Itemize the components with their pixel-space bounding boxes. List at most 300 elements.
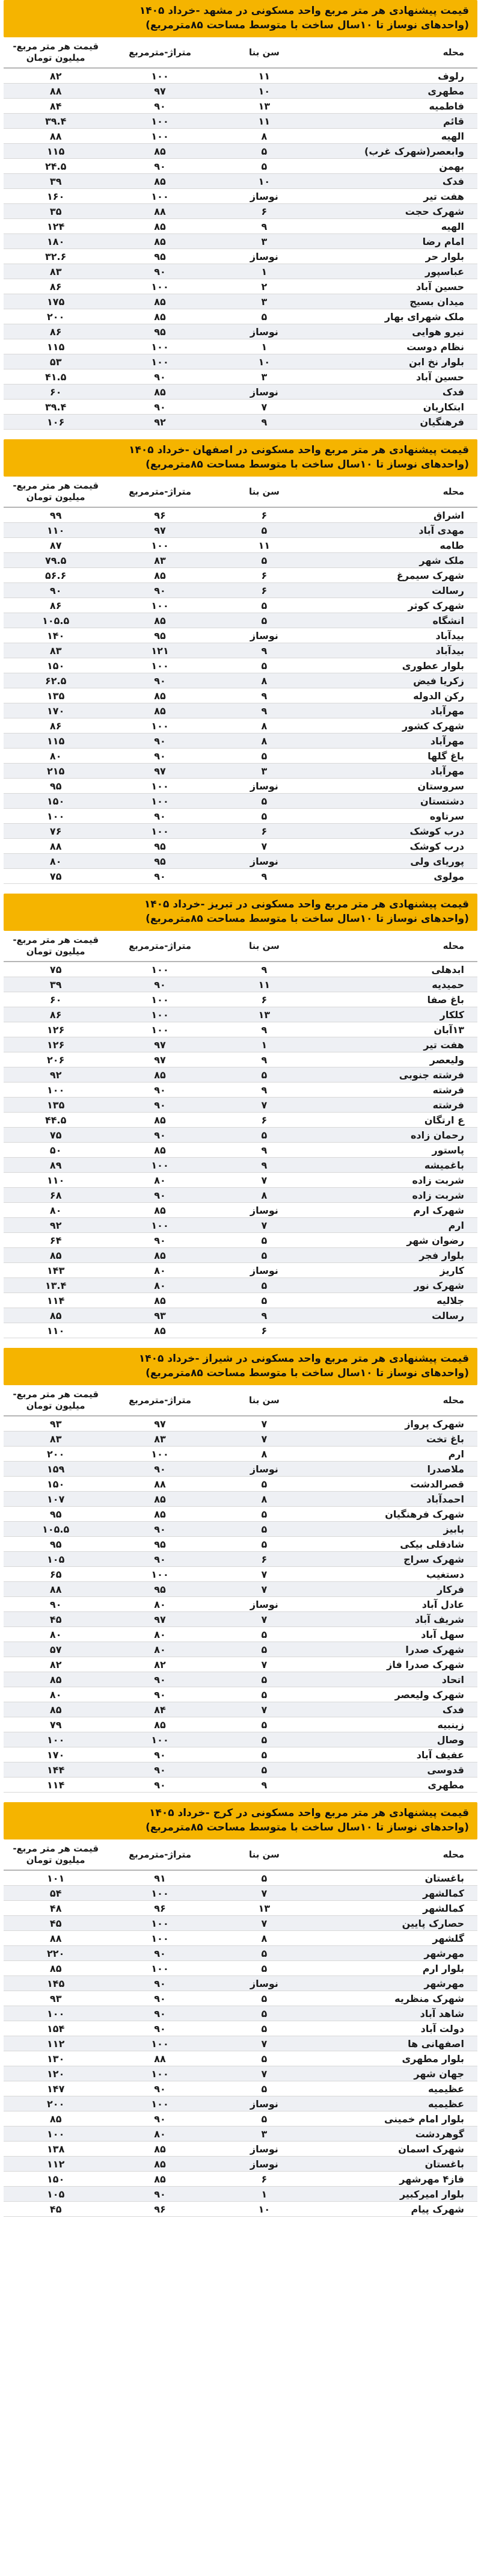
cell-neighborhood: شهرک سراج xyxy=(316,1552,477,1567)
cell-price: ۱۳۰ xyxy=(4,2051,108,2066)
cell-neighborhood: ولیعصر xyxy=(316,1052,477,1067)
table-header-row xyxy=(4,931,477,962)
section-title-line-1: قیمت پیشنهادی هر متر مربع واحد مسکونی در کرج -خرداد ۱۴۰۵ xyxy=(149,1807,469,1819)
cell-neighborhood: شهرک پیام xyxy=(316,2202,477,2217)
cell-building-age: ۳ xyxy=(212,2127,316,2142)
cell-neighborhood: ملک شهر xyxy=(316,553,477,568)
cell-neighborhood: شهرک اسمان xyxy=(316,2142,477,2157)
cell-neighborhood: فدک xyxy=(316,174,477,189)
cell-neighborhood: شادقلی بیکی xyxy=(316,1537,477,1552)
cell-building-age: ۷ xyxy=(212,1432,316,1447)
cell-price: ۸۸ xyxy=(4,839,108,854)
cell-neighborhood: کمالشهر xyxy=(316,1901,477,1916)
cell-price: ۹۵ xyxy=(4,779,108,794)
cell-price: ۱۰۰ xyxy=(4,2127,108,2142)
cell-price: ۹۵ xyxy=(4,1537,108,1552)
cell-neighborhood: فرکار xyxy=(316,1582,477,1597)
table-row xyxy=(4,1293,477,1308)
cell-price: ۲۰۰ xyxy=(4,309,108,324)
cell-area: ۹۰ xyxy=(108,99,212,114)
cell-price: ۹۰ xyxy=(4,583,108,598)
table-row xyxy=(4,1642,477,1657)
cell-neighborhood: مهرآباد xyxy=(316,764,477,779)
cell-price: ۴۵ xyxy=(4,1916,108,1931)
cell-price: ۱۱۲ xyxy=(4,2036,108,2051)
table-row xyxy=(4,1762,477,1778)
cell-neighborhood: عفیف آباد xyxy=(316,1747,477,1762)
section-title-line-1: قیمت پیشنهادی هر متر مربع واحد مسکونی در اصفهان -خرداد ۱۴۰۵ xyxy=(129,444,469,456)
cell-building-age: ۵ xyxy=(212,1732,316,1747)
cell-price: ۶۲.۵ xyxy=(4,673,108,688)
header-area: متراژ-مترمربع xyxy=(108,37,212,68)
cell-area: ۸۵ xyxy=(108,1492,212,1507)
cell-price: ۴۵ xyxy=(4,2202,108,2217)
cell-price: ۸۲ xyxy=(4,1657,108,1672)
cell-price: ۱۱۵ xyxy=(4,144,108,159)
cell-neighborhood xyxy=(316,1323,477,1338)
cell-area: ۱۰۰ xyxy=(108,1218,212,1233)
cell-price: ۹۳ xyxy=(4,1416,108,1432)
table-row xyxy=(4,703,477,718)
cell-price: ۲۰۶ xyxy=(4,1052,108,1067)
table-row xyxy=(4,2096,477,2111)
table-row xyxy=(4,1657,477,1672)
cell-building-age: ۷ xyxy=(212,1916,316,1931)
cell-neighborhood: زینبیه xyxy=(316,1717,477,1732)
table-row xyxy=(4,1278,477,1293)
cell-area: ۱۰۰ xyxy=(108,1158,212,1173)
table-row xyxy=(4,643,477,658)
cell-area: ۱۰۰ xyxy=(108,1447,212,1462)
table-row xyxy=(4,249,477,264)
cell-area: ۹۷ xyxy=(108,764,212,779)
cell-building-age: ۹ xyxy=(212,1308,316,1323)
cell-building-age: ۵ xyxy=(212,809,316,824)
cell-building-age: ۵ xyxy=(212,1293,316,1308)
cell-area: ۹۷ xyxy=(108,1416,212,1432)
cell-area: ۸۵ xyxy=(108,1113,212,1128)
cell-neighborhood: بلوار عطوری xyxy=(316,658,477,673)
cell-price: ۷۶ xyxy=(4,824,108,839)
cell-building-age: ۸ xyxy=(212,1492,316,1507)
cell-neighborhood: دستغیب xyxy=(316,1567,477,1582)
cell-price: ۱۲۰ xyxy=(4,2066,108,2081)
cell-building-age: ۵ xyxy=(212,2021,316,2036)
cell-price: ۱۵۰ xyxy=(4,658,108,673)
cell-neighborhood: اتحاد xyxy=(316,1672,477,1687)
cell-area: ۱۰۰ xyxy=(108,538,212,553)
cell-price: ۷۹ xyxy=(4,1717,108,1732)
cell-building-age: ۱۱ xyxy=(212,114,316,129)
cell-neighborhood: باغستان xyxy=(316,1870,477,1886)
table-row xyxy=(4,854,477,869)
cell-area: ۸۰ xyxy=(108,2127,212,2142)
cell-price: ۹۹ xyxy=(4,507,108,523)
cell-area: ۸۵ xyxy=(108,2142,212,2157)
cell-area: ۹۵ xyxy=(108,628,212,643)
cell-neighborhood: احمدآباد xyxy=(316,1492,477,1507)
cell-price: ۶۵ xyxy=(4,1567,108,1582)
header-price: قیمت هر متر مربع-میلیون تومان xyxy=(4,477,108,507)
cell-area: ۱۰۰ xyxy=(108,1886,212,1901)
table-row xyxy=(4,1747,477,1762)
table-row xyxy=(4,1037,477,1052)
table-row xyxy=(4,2006,477,2021)
cell-neighborhood: اصفهانی ها xyxy=(316,2036,477,2051)
cell-area: ۹۰ xyxy=(108,1462,212,1477)
cell-price: ۸۷ xyxy=(4,538,108,553)
cell-building-age: ۵ xyxy=(212,658,316,673)
cell-area: ۹۵ xyxy=(108,324,212,339)
cell-area: ۸۵ xyxy=(108,703,212,718)
cell-building-age: ۹ xyxy=(212,1778,316,1793)
section-title-line-2: (واحدهای نوساز تا ۱۰سال ساخت با متوسط مساحت ۸۵مترمربع) xyxy=(146,913,469,925)
section-title xyxy=(4,0,477,37)
table-row xyxy=(4,339,477,354)
cell-price: ۱۵۰ xyxy=(4,2172,108,2187)
header-area: متراژ-مترمربع xyxy=(108,477,212,507)
cell-price: ۱۰۷ xyxy=(4,1492,108,1507)
cell-building-age: ۵ xyxy=(212,1961,316,1976)
table-row xyxy=(4,1672,477,1687)
cell-area: ۹۰ xyxy=(108,1522,212,1537)
cell-building-age: ۵ xyxy=(212,1507,316,1522)
cell-neighborhood: اشراق xyxy=(316,507,477,523)
cell-building-age: ۶ xyxy=(212,992,316,1007)
cell-neighborhood: فاز۴ مهرشهر xyxy=(316,2172,477,2187)
cell-price: ۵۷ xyxy=(4,1642,108,1657)
cell-price: ۸۰ xyxy=(4,1627,108,1642)
cell-area: ۱۰۰ xyxy=(108,1732,212,1747)
table-row xyxy=(4,1582,477,1597)
cell-building-age: ۷ xyxy=(212,1657,316,1672)
cell-price: ۸۸ xyxy=(4,1582,108,1597)
table-row xyxy=(4,839,477,854)
cell-area: ۸۵ xyxy=(108,1203,212,1218)
cell-building-age: ۱۱ xyxy=(212,977,316,992)
cell-neighborhood: ابتکاریان xyxy=(316,400,477,415)
table-row xyxy=(4,1477,477,1492)
section-title-line-1: قیمت پیشنهادی هر متر مربع واحد مسکونی در تبریز -خرداد ۱۴۰۵ xyxy=(144,898,469,910)
section-title-line-2: (واحدهای نوساز تا ۱۰سال ساخت با متوسط مساحت ۸۵مترمربع) xyxy=(146,1367,469,1379)
cell-neighborhood: مهرآباد xyxy=(316,703,477,718)
cell-area: ۹۰ xyxy=(108,264,212,279)
cell-building-age: ۸ xyxy=(212,734,316,749)
cell-building-age: ۱۳ xyxy=(212,1901,316,1916)
cell-neighborhood: شربت زاده xyxy=(316,1173,477,1188)
cell-neighborhood: سهل آباد xyxy=(316,1627,477,1642)
cell-building-age: ۷ xyxy=(212,1173,316,1188)
table-row xyxy=(4,1717,477,1732)
table-row xyxy=(4,1537,477,1552)
table-row xyxy=(4,688,477,703)
table-row xyxy=(4,1961,477,1976)
cell-building-age: ۶ xyxy=(212,1323,316,1338)
cell-neighborhood: مطهری xyxy=(316,84,477,99)
cell-neighborhood: قدوسی xyxy=(316,1762,477,1778)
table-row xyxy=(4,779,477,794)
cell-neighborhood: پاستور xyxy=(316,1143,477,1158)
cell-building-age: نوساز xyxy=(212,249,316,264)
section-title xyxy=(4,1802,477,1839)
cell-neighborhood: عظیمیه xyxy=(316,2081,477,2096)
table-row xyxy=(4,99,477,114)
table-row xyxy=(4,68,477,84)
table-row xyxy=(4,1432,477,1447)
table-row xyxy=(4,279,477,294)
cell-neighborhood: امام رضا xyxy=(316,234,477,249)
cell-price: ۲۱۵ xyxy=(4,764,108,779)
cell-neighborhood: قصرالدشت xyxy=(316,1477,477,1492)
header-neighborhood: محله xyxy=(316,931,477,962)
table-row xyxy=(4,264,477,279)
table-row xyxy=(4,234,477,249)
cell-building-age: ۵ xyxy=(212,613,316,628)
cell-building-age: نوساز xyxy=(212,854,316,869)
city-section-tabriz xyxy=(4,894,477,1338)
cell-price: ۱۱۵ xyxy=(4,339,108,354)
cell-price: ۵۶.۶ xyxy=(4,568,108,583)
cell-neighborhood: بلوار امیرکبیر xyxy=(316,2187,477,2202)
cell-area: ۸۴ xyxy=(108,1702,212,1717)
cell-neighborhood: رحمان زاده xyxy=(316,1128,477,1143)
cell-area: ۹۷ xyxy=(108,1052,212,1067)
cell-area: ۱۰۰ xyxy=(108,189,212,204)
price-table xyxy=(4,1385,477,1793)
cell-building-age: ۹ xyxy=(212,962,316,977)
table-row xyxy=(4,523,477,538)
cell-price: ۷۵ xyxy=(4,1128,108,1143)
table-row xyxy=(4,1083,477,1098)
cell-building-age: نوساز xyxy=(212,189,316,204)
cell-area: ۹۰ xyxy=(108,2081,212,2096)
table-row xyxy=(4,354,477,369)
header-neighborhood: محله xyxy=(316,1839,477,1870)
cell-building-age: نوساز xyxy=(212,1263,316,1278)
cell-neighborhood: قائم xyxy=(316,114,477,129)
cell-area: ۹۰ xyxy=(108,2111,212,2127)
cell-building-age: نوساز xyxy=(212,628,316,643)
cell-price: ۱۰۰ xyxy=(4,1732,108,1747)
cell-building-age: ۹ xyxy=(212,1158,316,1173)
cell-price: ۱۰۶ xyxy=(4,415,108,430)
cell-building-age: نوساز xyxy=(212,1976,316,1991)
cell-price: ۱۴۷ xyxy=(4,2081,108,2096)
table-row xyxy=(4,613,477,628)
cell-neighborhood: رسالت xyxy=(316,1308,477,1323)
cell-building-age: ۷ xyxy=(212,400,316,415)
table-row xyxy=(4,764,477,779)
cell-area: ۸۵ xyxy=(108,219,212,234)
cell-neighborhood: درب کوشک xyxy=(316,839,477,854)
cell-building-age: ۸ xyxy=(212,129,316,144)
cell-neighborhood: شهرک کوثر xyxy=(316,598,477,613)
cell-price: ۹۵ xyxy=(4,1507,108,1522)
cell-area: ۱۰۰ xyxy=(108,598,212,613)
cell-neighborhood: وابعصر(شهرک غرب) xyxy=(316,144,477,159)
cell-area: ۸۰ xyxy=(108,1278,212,1293)
cell-price: ۹۰ xyxy=(4,1597,108,1612)
cell-area: ۸۰ xyxy=(108,1263,212,1278)
cell-neighborhood: شهرک نور xyxy=(316,1278,477,1293)
cell-neighborhood: شهرک فرهنگیان xyxy=(316,1507,477,1522)
cell-area: ۹۵ xyxy=(108,839,212,854)
cell-price: ۴۸ xyxy=(4,1901,108,1916)
cell-neighborhood: انشگاه xyxy=(316,613,477,628)
cell-neighborhood: بلوار امام خمینی xyxy=(316,2111,477,2127)
table-header-row xyxy=(4,1839,477,1870)
cell-building-age: ۷ xyxy=(212,1416,316,1432)
cell-price: ۱۰۱ xyxy=(4,1870,108,1886)
price-table xyxy=(4,37,477,430)
cell-area: ۹۰ xyxy=(108,1098,212,1113)
cell-neighborhood: بهمن xyxy=(316,159,477,174)
table-row xyxy=(4,538,477,553)
cell-area: ۹۷ xyxy=(108,1612,212,1627)
cell-area: ۱۰۰ xyxy=(108,279,212,294)
table-row xyxy=(4,1323,477,1338)
cell-area: ۱۰۰ xyxy=(108,1931,212,1946)
cell-price: ۵۴ xyxy=(4,1886,108,1901)
cell-neighborhood: عادل آباد xyxy=(316,1597,477,1612)
cell-area: ۱۰۰ xyxy=(108,2036,212,2051)
cell-neighborhood: فدک xyxy=(316,1702,477,1717)
cell-neighborhood: ۱۳آبان xyxy=(316,1022,477,1037)
cell-price: ۸۲ xyxy=(4,68,108,84)
cell-price: ۱۱۵ xyxy=(4,734,108,749)
table-row xyxy=(4,1308,477,1323)
cell-area: ۸۵ xyxy=(108,1143,212,1158)
cell-building-age: ۵ xyxy=(212,1991,316,2006)
city-section-isfahan xyxy=(4,439,477,884)
cell-price: ۱۴۳ xyxy=(4,1263,108,1278)
cell-price: ۷۹.۵ xyxy=(4,553,108,568)
cell-building-age: ۵ xyxy=(212,1672,316,1687)
cell-area: ۹۳ xyxy=(108,1308,212,1323)
cell-area: ۱۰۰ xyxy=(108,824,212,839)
price-table xyxy=(4,1839,477,2217)
cell-area: ۹۰ xyxy=(108,673,212,688)
cell-neighborhood: کلکار xyxy=(316,1007,477,1022)
table-header-row xyxy=(4,1385,477,1416)
cell-area: ۱۰۰ xyxy=(108,2096,212,2111)
cell-building-age: ۷ xyxy=(212,1567,316,1582)
cell-neighborhood: فاطمیه xyxy=(316,99,477,114)
cell-area: ۹۰ xyxy=(108,1687,212,1702)
cell-price: ۹۲ xyxy=(4,1067,108,1083)
cell-neighborhood: شهرک ارم xyxy=(316,1203,477,1218)
cell-neighborhood: شهرک صدرا فاز xyxy=(316,1657,477,1672)
cell-price: ۸۵ xyxy=(4,1308,108,1323)
cell-building-age: نوساز xyxy=(212,385,316,400)
table-row xyxy=(4,1052,477,1067)
cell-building-age: ۵ xyxy=(212,1747,316,1762)
cell-building-age: ۶ xyxy=(212,824,316,839)
cell-neighborhood: رکن الدوله xyxy=(316,688,477,703)
cell-neighborhood: بلوار حر xyxy=(316,249,477,264)
cell-neighborhood: حمیدیه xyxy=(316,977,477,992)
cell-price: ۸۸ xyxy=(4,1931,108,1946)
cell-area: ۹۰ xyxy=(108,809,212,824)
cell-area: ۸۳ xyxy=(108,1432,212,1447)
cell-building-age: ۵ xyxy=(212,1717,316,1732)
table-header-row xyxy=(4,37,477,68)
table-row xyxy=(4,553,477,568)
table-row xyxy=(4,1128,477,1143)
cell-neighborhood: بلوار ارم xyxy=(316,1961,477,1976)
cell-neighborhood: دولت آباد xyxy=(316,2021,477,2036)
cell-neighborhood: فدک xyxy=(316,385,477,400)
cell-building-age: ۹ xyxy=(212,1022,316,1037)
table-row xyxy=(4,1916,477,1931)
cell-area: ۱۰۰ xyxy=(108,114,212,129)
cell-price: ۸۳ xyxy=(4,264,108,279)
cell-building-age: ۳ xyxy=(212,294,316,309)
cell-neighborhood: بلوار نخ ابن xyxy=(316,354,477,369)
cell-building-age: ۵ xyxy=(212,1128,316,1143)
table-row xyxy=(4,129,477,144)
cell-area: ۱۰۰ xyxy=(108,718,212,734)
cell-building-age: ۱ xyxy=(212,1037,316,1052)
header-area: متراژ-مترمربع xyxy=(108,1385,212,1416)
cell-neighborhood: کمالشهر xyxy=(316,1886,477,1901)
table-row xyxy=(4,869,477,884)
city-section-mashhad xyxy=(4,0,477,430)
cell-price: ۶۰ xyxy=(4,385,108,400)
cell-area: ۱۰۰ xyxy=(108,339,212,354)
cell-area: ۸۵ xyxy=(108,1067,212,1083)
cell-area: ۱۰۰ xyxy=(108,1007,212,1022)
cell-price: ۱۴۰ xyxy=(4,628,108,643)
table-row xyxy=(4,1007,477,1022)
cell-price: ۱۵۴ xyxy=(4,2021,108,2036)
header-building-age: سن بنا xyxy=(212,1385,316,1416)
cell-area: ۹۶ xyxy=(108,507,212,523)
cell-area: ۸۵ xyxy=(108,294,212,309)
cell-area: ۹۰ xyxy=(108,1188,212,1203)
price-table xyxy=(4,931,477,1338)
cell-building-age: ۹ xyxy=(212,1052,316,1067)
cell-price: ۱۰۰ xyxy=(4,2006,108,2021)
cell-price: ۱۱۴ xyxy=(4,1293,108,1308)
table-row xyxy=(4,1687,477,1702)
city-section-karaj xyxy=(4,1802,477,2217)
cell-neighborhood: الهیه xyxy=(316,219,477,234)
table-row xyxy=(4,2202,477,2217)
table-row xyxy=(4,1158,477,1173)
cell-building-age: ۱ xyxy=(212,2187,316,2202)
table-row xyxy=(4,385,477,400)
table-row xyxy=(4,1778,477,1793)
cell-building-age: ۵ xyxy=(212,1627,316,1642)
cell-price: ۱۲۶ xyxy=(4,1022,108,1037)
cell-neighborhood: حسین آباد xyxy=(316,369,477,385)
cell-area: ۹۰ xyxy=(108,1233,212,1248)
cell-neighborhood: فرهنگیان xyxy=(316,415,477,430)
cell-neighborhood: حسین آباد xyxy=(316,279,477,294)
cell-area: ۹۰ xyxy=(108,1991,212,2006)
table-row xyxy=(4,1143,477,1158)
cell-building-age: ۷ xyxy=(212,1886,316,1901)
cell-price: ۸۸ xyxy=(4,84,108,99)
cell-price: ۱۳۵ xyxy=(4,688,108,703)
cell-area: ۸۸ xyxy=(108,2051,212,2066)
cell-building-age: ۵ xyxy=(212,1642,316,1657)
cell-building-age: ۹ xyxy=(212,219,316,234)
cell-price: ۱۳.۴ xyxy=(4,1278,108,1293)
cell-price: ۸۶ xyxy=(4,324,108,339)
table-row xyxy=(4,2111,477,2127)
